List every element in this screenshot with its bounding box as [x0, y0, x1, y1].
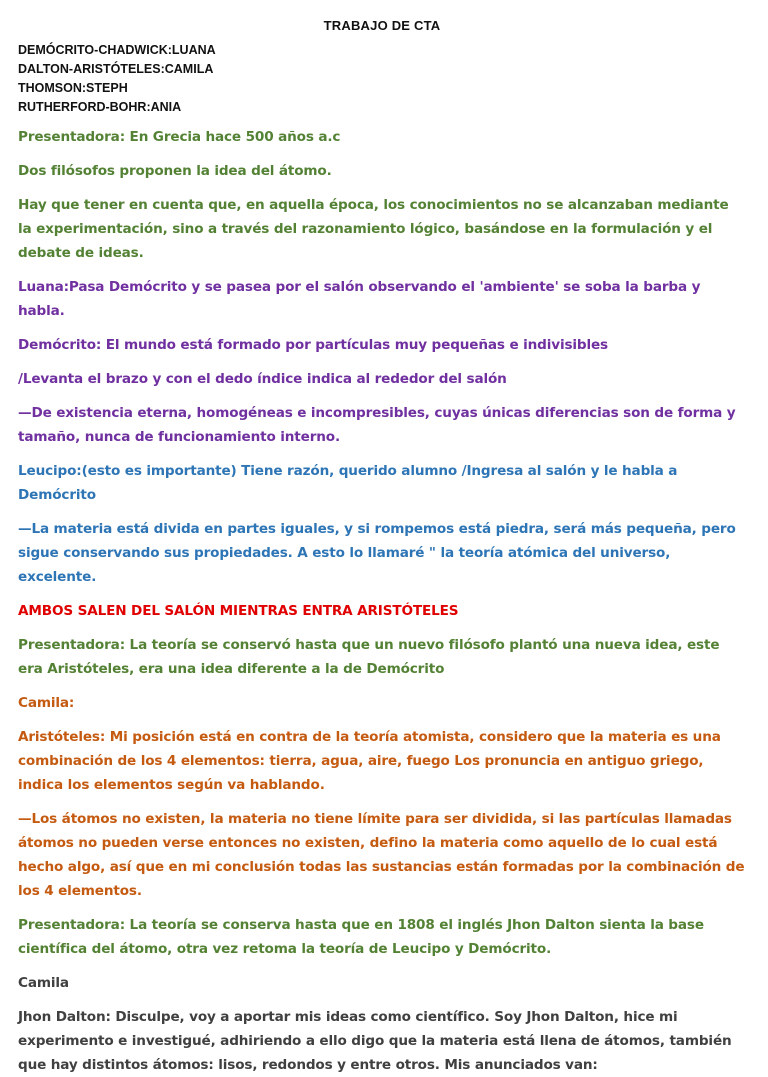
script-paragraph: Jhon Dalton: Disculpe, voy a aportar mis ideas como científico. Soy Jhon Dalton, hice mi experimento e investigué, adhiriendo a ello digo que la materia está llena de átomos, también que hay distintos átomos: lisos, redondos y entre otros. Mis anunciados van:: [18, 1009, 732, 1073]
script-paragraph: Hay que tener en cuenta que, en aquella época, los conocimientos no se alcanzaban mediante la experimentación, sino a través del razonamiento lógico, basándose en la formulación y el debate de ideas.: [18, 197, 729, 261]
script-paragraph: /Levanta el brazo y con el dedo índice indica al rededor del salón: [18, 371, 507, 387]
script-paragraph: Demócrito: El mundo está formado por partículas muy pequeñas e indivisibles: [18, 337, 609, 353]
script-paragraph: Leucipo:(esto es importante) Tiene razón, querido alumno /Ingresa al salón y le habla a Demócrito: [18, 463, 678, 503]
cast-line: DEMÓCRITO-CHADWICK:LUANA: [18, 43, 216, 57]
cast-line: RUTHERFORD-BOHR:ANIA: [18, 100, 182, 114]
cast-line: DALTON-ARISTÓTELES:CAMILA: [18, 62, 214, 76]
cast-line: THOMSON:STEPH: [18, 81, 128, 95]
script-paragraph: Presentadora: La teoría se conserva hasta que en 1808 el inglés Jhon Dalton sienta la base científica del átomo, otra vez retoma la teoría de Leucipo y Demócrito.: [18, 917, 704, 957]
document-title: TRABAJO DE CTA: [323, 18, 441, 33]
script-paragraph: —Los átomos no existen, la materia no tiene límite para ser dividida, si las partículas llamadas átomos no pueden verse entonces no existen, defino la materia como aquello de lo cual está hecho algo, así que en mi conclusión todas las sustancias están formadas por la combinación de los 4 elementos.: [18, 811, 745, 899]
script-paragraph: —De existencia eterna, homogéneas e incompresibles, cuyas únicas diferencias son de forma y tamaño, nunca de funcionamiento interno.: [18, 405, 736, 445]
cast-list: [18, 41, 746, 117]
script-paragraph: Luana:Pasa Demócrito y se pasea por el salón observando el 'ambiente' se soba la barba y habla.: [18, 279, 701, 319]
script-body: [18, 125, 746, 1077]
script-paragraph: —La materia está divida en partes iguales, y si rompemos está piedra, será más pequeña, pero sigue conservando sus propiedades. A esto lo llamaré " la teoría atómica del universo, excelente.: [18, 521, 736, 585]
stage-direction-heading: AMBOS SALEN DEL SALÓN MIENTRAS ENTRA ARISTÓTELES: [18, 603, 459, 619]
script-paragraph: Dos filósofos proponen la idea del átomo.: [18, 163, 332, 179]
script-paragraph: Camila: [18, 975, 69, 991]
script-paragraph: Presentadora: En Grecia hace 500 años a.c: [18, 129, 341, 145]
script-paragraph: Aristóteles: Mi posición está en contra de la teoría atomista, considero que la materia es una combinación de los 4 elementos: tierra, agua, aire, fuego Los pronuncia en antiguo griego, indica los elementos según va hablando.: [18, 729, 721, 793]
script-paragraph: Camila:: [18, 695, 75, 711]
script-paragraph: Presentadora: La teoría se conservó hasta que un nuevo filósofo plantó una nueva idea, este era Aristóteles, era una idea diferente a la de Demócrito: [18, 637, 720, 677]
